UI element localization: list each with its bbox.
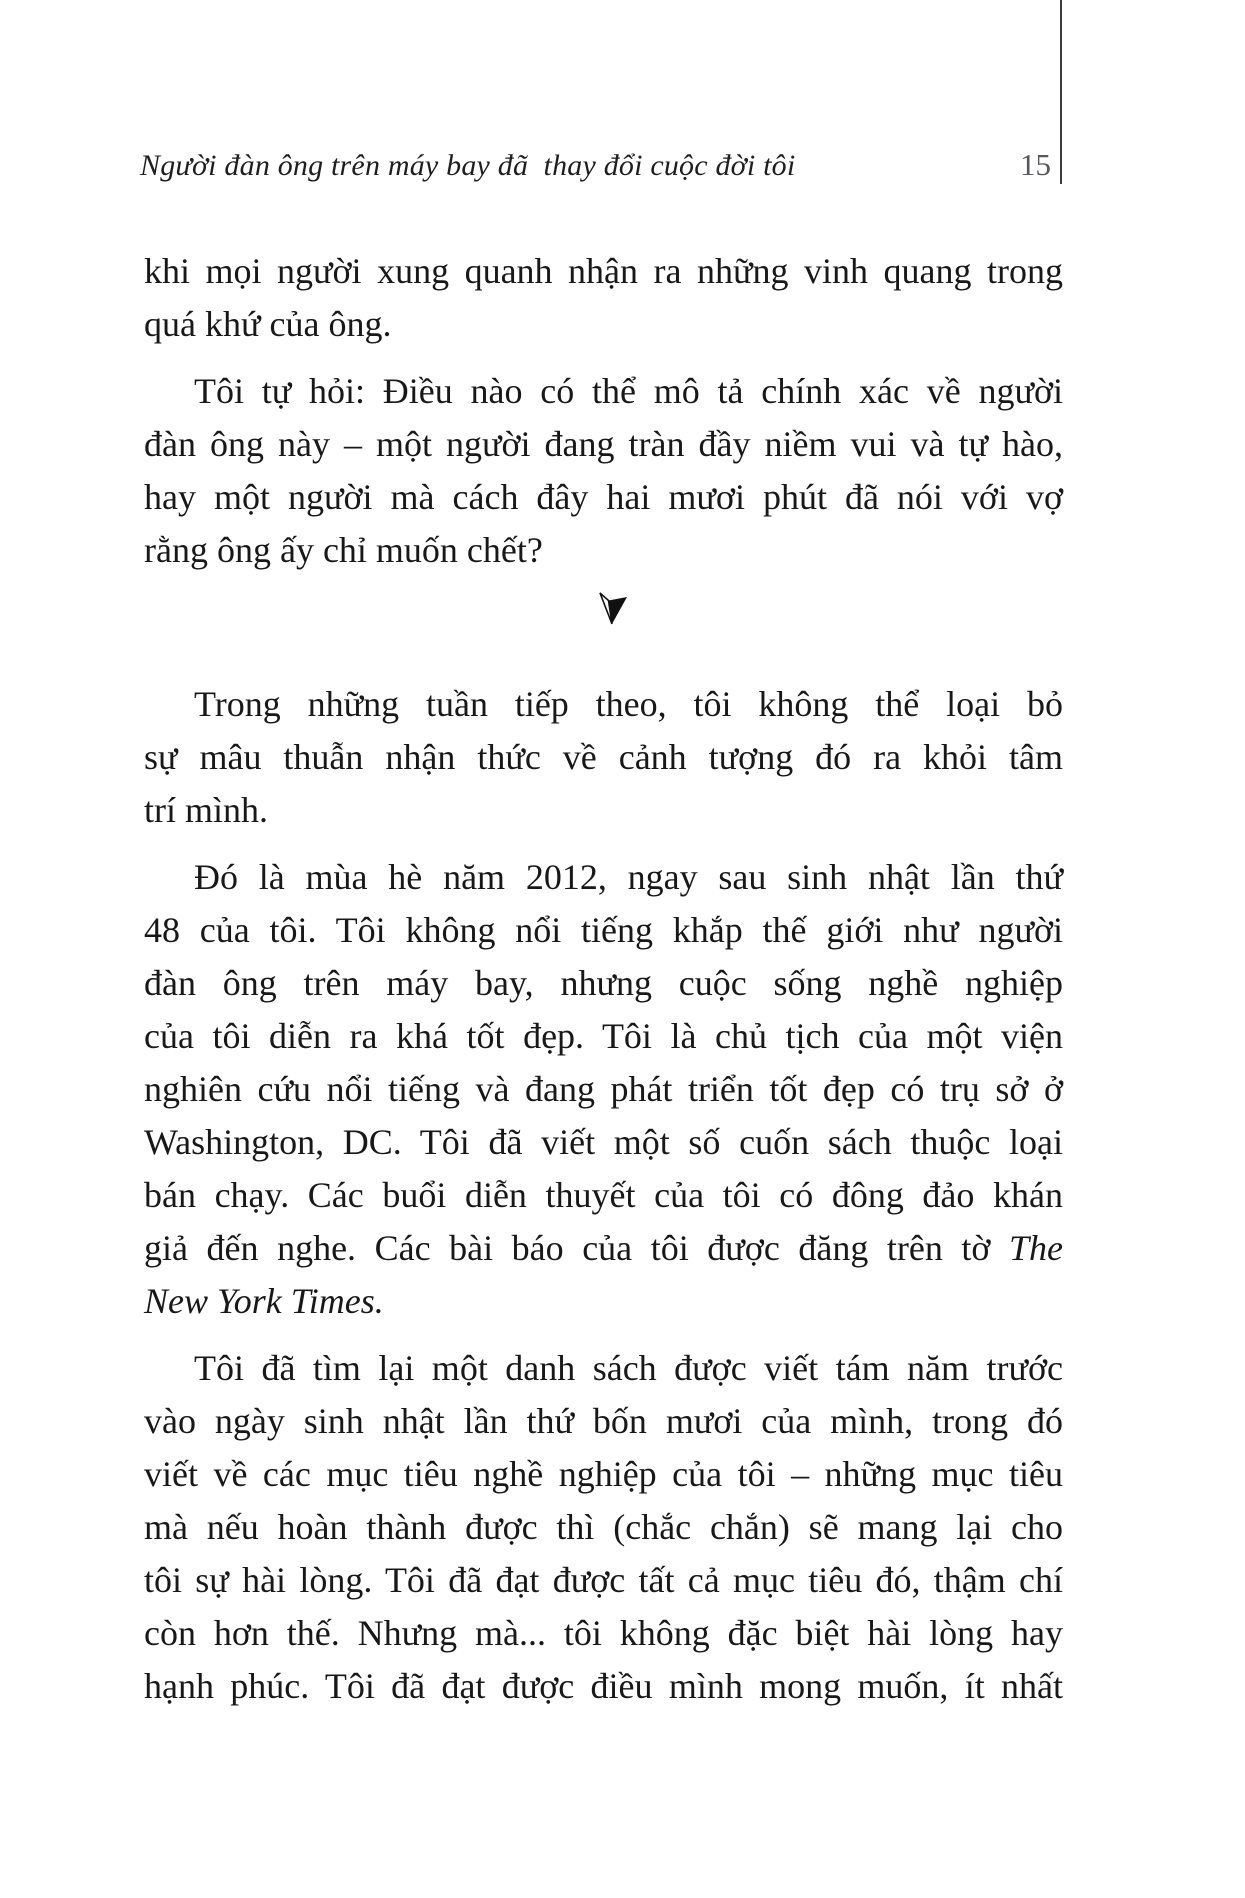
body-line [144,1063,1063,1116]
body-line [144,1660,1063,1713]
running-header-title: Người đàn ông trên máy bay đã thay đổi cuộc đời tôi [140,149,796,182]
text-segment: Tôi đã tìm lại một danh sách được viết tám năm trước [194,1348,1063,1388]
paragraph [144,678,1063,837]
body-line [144,904,1063,957]
body-line [144,731,1063,784]
text-segment: 48 của tôi. Tôi không nổi tiếng khắp thế giới như người [144,910,1063,950]
running-header [140,146,1063,185]
paragraph [144,245,1063,351]
text-segment: Đó là mùa hè năm 2012, ngay sau sinh nhật lần thứ [194,857,1063,897]
text-column [144,245,1063,1713]
text-segment: mà nếu hoàn thành được thì (chắc chắn) sẽ mang lại cho [144,1507,1063,1547]
page-number: 15 [1020,147,1051,182]
body-line [144,1395,1063,1448]
text-segment: Washington, DC. Tôi đã viết một số cuốn sách thuộc loại [144,1122,1063,1162]
paragraph [144,851,1063,1328]
paper-plane-down-icon [597,591,629,627]
body-line [144,851,1063,904]
text-segment: Tôi tự hỏi: Điều nào có thể mô tả chính xác về người [194,371,1063,411]
text-segment: giả đến nghe. Các bài báo của tôi được đăng trên tờ [144,1228,1009,1268]
body-line [144,365,1063,418]
body-line [144,678,1063,731]
text-segment: tôi sự hài lòng. Tôi đã đạt được tất cả mục tiêu đó, thậm chí [144,1560,1063,1600]
text-segment: vào ngày sinh nhật lần thứ bốn mươi của mình, trong đó [144,1401,1063,1441]
text-segment: trí mình. [144,790,268,830]
text-segment: khi mọi người xung quanh nhận ra những vinh quang trong [144,251,1063,291]
body-line [144,1169,1063,1222]
italic-text-segment: The [1009,1228,1063,1268]
body-line [144,245,1063,298]
text-segment: hay một người mà cách đây hai mươi phút đã nói với vợ [144,477,1063,517]
text-segment: nghiên cứu nổi tiếng và đang phát triển tốt đẹp có trụ sở ở [144,1069,1063,1109]
text-segment: sự mâu thuẫn nhận thức về cảnh tượng đó ra khỏi tâm [144,737,1063,777]
text-segment: quá khứ của ông. [144,304,392,344]
text-segment: của tôi diễn ra khá tốt đẹp. Tôi là chủ tịch của một viện [144,1016,1063,1056]
body-line [144,298,1063,351]
text-segment: rằng ông ấy chỉ muốn chết? [144,530,543,570]
body-line [144,784,1063,837]
body-line [144,957,1063,1010]
text-segment: đàn ông trên máy bay, nhưng cuộc sống nghề nghiệp [144,963,1063,1003]
body-line [144,1607,1063,1660]
italic-text-segment: New York Times. [144,1281,384,1321]
body-line [144,1222,1063,1275]
text-segment: viết về các mục tiêu nghề nghiệp của tôi – những mục tiêu [144,1454,1063,1494]
text-segment: còn hơn thế. Nhưng mà... tôi không đặc biệt hài lòng hay [144,1613,1063,1653]
body-line [144,524,1063,577]
body-line [144,1275,1063,1328]
text-segment: Trong những tuần tiếp theo, tôi không thể loại bỏ [194,684,1063,724]
text-segment: hạnh phúc. Tôi đã đạt được điều mình mong muốn, ít nhất [144,1666,1063,1706]
text-segment: bán chạy. Các buổi diễn thuyết của tôi có đông đảo khán [144,1175,1063,1215]
body-line [144,1554,1063,1607]
section-divider [144,591,1063,627]
body-line [144,471,1063,524]
body-line [144,418,1063,471]
body-line [144,1501,1063,1554]
paragraph [144,1342,1063,1713]
body-line [144,1010,1063,1063]
body-line [144,1448,1063,1501]
text-segment: đàn ông này – một người đang tràn đầy niềm vui và tự hào, [144,424,1063,464]
paragraph [144,365,1063,577]
body-line [144,1342,1063,1395]
body-line [144,1116,1063,1169]
